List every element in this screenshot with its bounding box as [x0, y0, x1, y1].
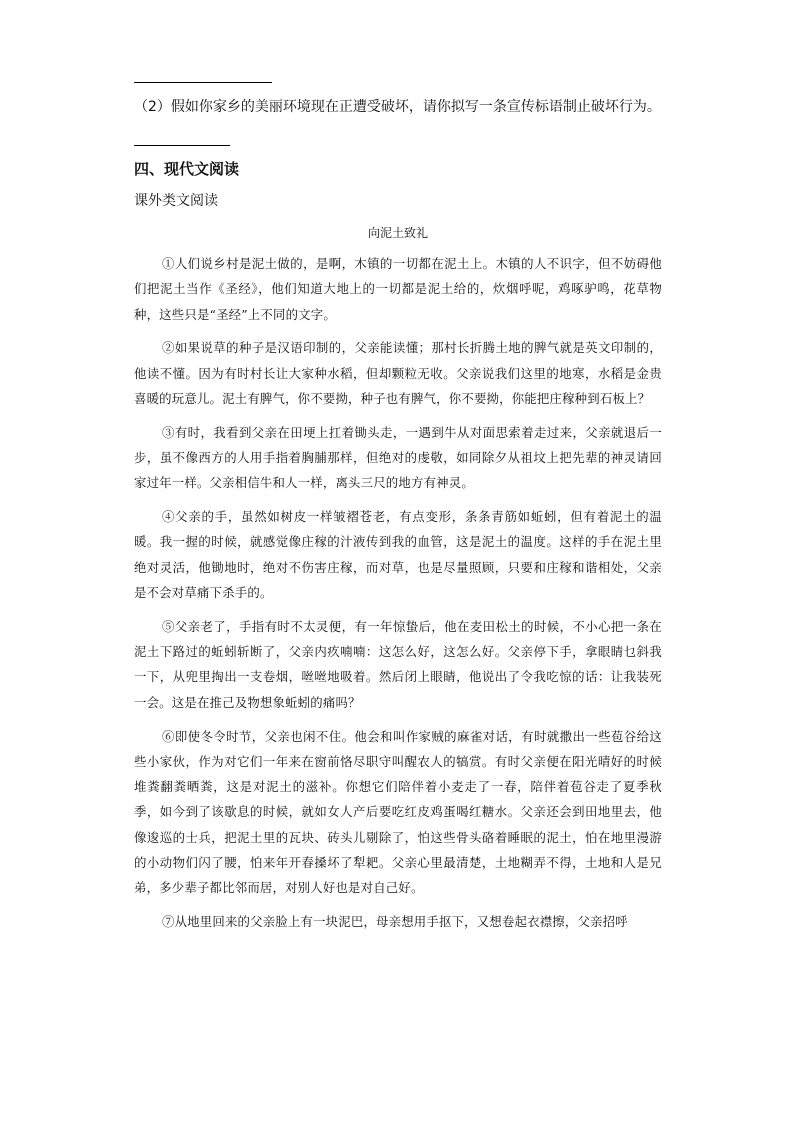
- answer-blank-line: [134, 82, 272, 83]
- article-paragraph: ⑦从地里回来的父亲脸上有一块泥巴，母亲想用手抠下，又想卷起衣襟擦，父亲招呼: [162, 914, 628, 930]
- article-paragraph: ③有时，我看到父亲在田埂上扛着锄头走，一遇到牛从对面思索着走过来，父亲就退后一步，虽不像西方的人用手指着胸脯那样，但绝对的虔敬，如同除夕从祖坟上把先辈的神灵请回家过年一样。父亲相信牛和人一样，离头三尺的地方有神灵。: [134, 424, 662, 491]
- article-title: 向泥土致礼: [367, 226, 428, 240]
- article-paragraph: ⑥即使冬令时节，父亲也闲不住。他会和叫作家贼的麻雀对话，有时就撒出一些苞谷给这些小家伙，作为对它们一年来在窗前恪尽职守叫醒农人的犒赏。有时父亲便在阳光晴好的时候堆粪翻粪晒粪，这是对泥土的滋补。你想它们陪伴着小麦走了一春，陪伴着苞谷走了夏季秋季，如今到了该歇息的时候，就如女人产后要吃红皮鸡蛋喝红糖水。父亲还会到田地里去，他像逡巡的士兵，把泥土里的瓦块、砖头儿剔除了，怕这些骨头硌着睡眠的泥土，怕在地里漫游的小动物们闪了腰，怕来年开春搡坏了犁耙。父亲心里最清楚，土地糊弄不得，土地和人是兄弟，多少辈子都比邻而居，对别人好也是对自己好。: [134, 728, 662, 896]
- article-body: [134, 251, 662, 943]
- article-paragraph: ②如果说草的种子是汉语印制的，父亲能读懂；那村长折腾土地的脾气就是英文印制的，他读不懂。因为有时村长让大家种水稻，但却颗粒无收。父亲说我们这里的地寒，水稻是金贵喜暖的玩意儿。泥土有脾气，你不要拗，种子也有脾气，你不要拗，你能把庄稼种到石板上？: [134, 340, 662, 406]
- question-2: （2）假如你家乡的美丽环境现在正遭受破坏，请你拟写一条宣传标语制止破坏行为。: [134, 99, 661, 115]
- article-paragraph: ④父亲的手，虽然如树皮一样皱褶苍老，有点变形，条条青筋如蚯蚓，但有着泥土的温暖。我一握的时候，就感觉像庄稼的汁液传到我的血管，这是泥土的温度。这样的手在泥土里绝对灵活，他锄地时，绝对不伤害庄稼，而对草，也是尽量照顾，只要和庄稼和谐相处，父亲是不会对草痛下杀手的。: [134, 509, 662, 601]
- document-page: [134, 0, 662, 1123]
- article-paragraph: ①人们说乡村是泥土做的，是啊，木镇的一切都在泥土上。木镇的人不识字，但不妨碍他们把泥土当作《圣经》，他们知道大地上的一切都是泥土给的，炊烟呼呢，鸡啄驴鸣，花草物种，这些只是“圣经”上不同的文字。: [134, 256, 662, 322]
- section-subtitle: 课外类文阅读: [134, 193, 218, 209]
- answer-blank-line: [134, 145, 230, 146]
- section-title: 四、现代文阅读: [134, 160, 240, 178]
- article-paragraph: ⑤父亲老了，手指有时不太灵便，有一年惊蛰后，他在麦田松土的时候，不小心把一条在泥土下路过的蚯蚓斩断了，父亲内疚喃喃：这怎么好，这怎么好。父亲停下手，拿眼睛乜斜我一下，从兜里掏出一支卷烟，咝咝地吸着。然后闭上眼睛，他说出了令我吃惊的话：让我装死一会。这是在推己及物想象蚯蚓的痛吗？: [134, 618, 662, 710]
